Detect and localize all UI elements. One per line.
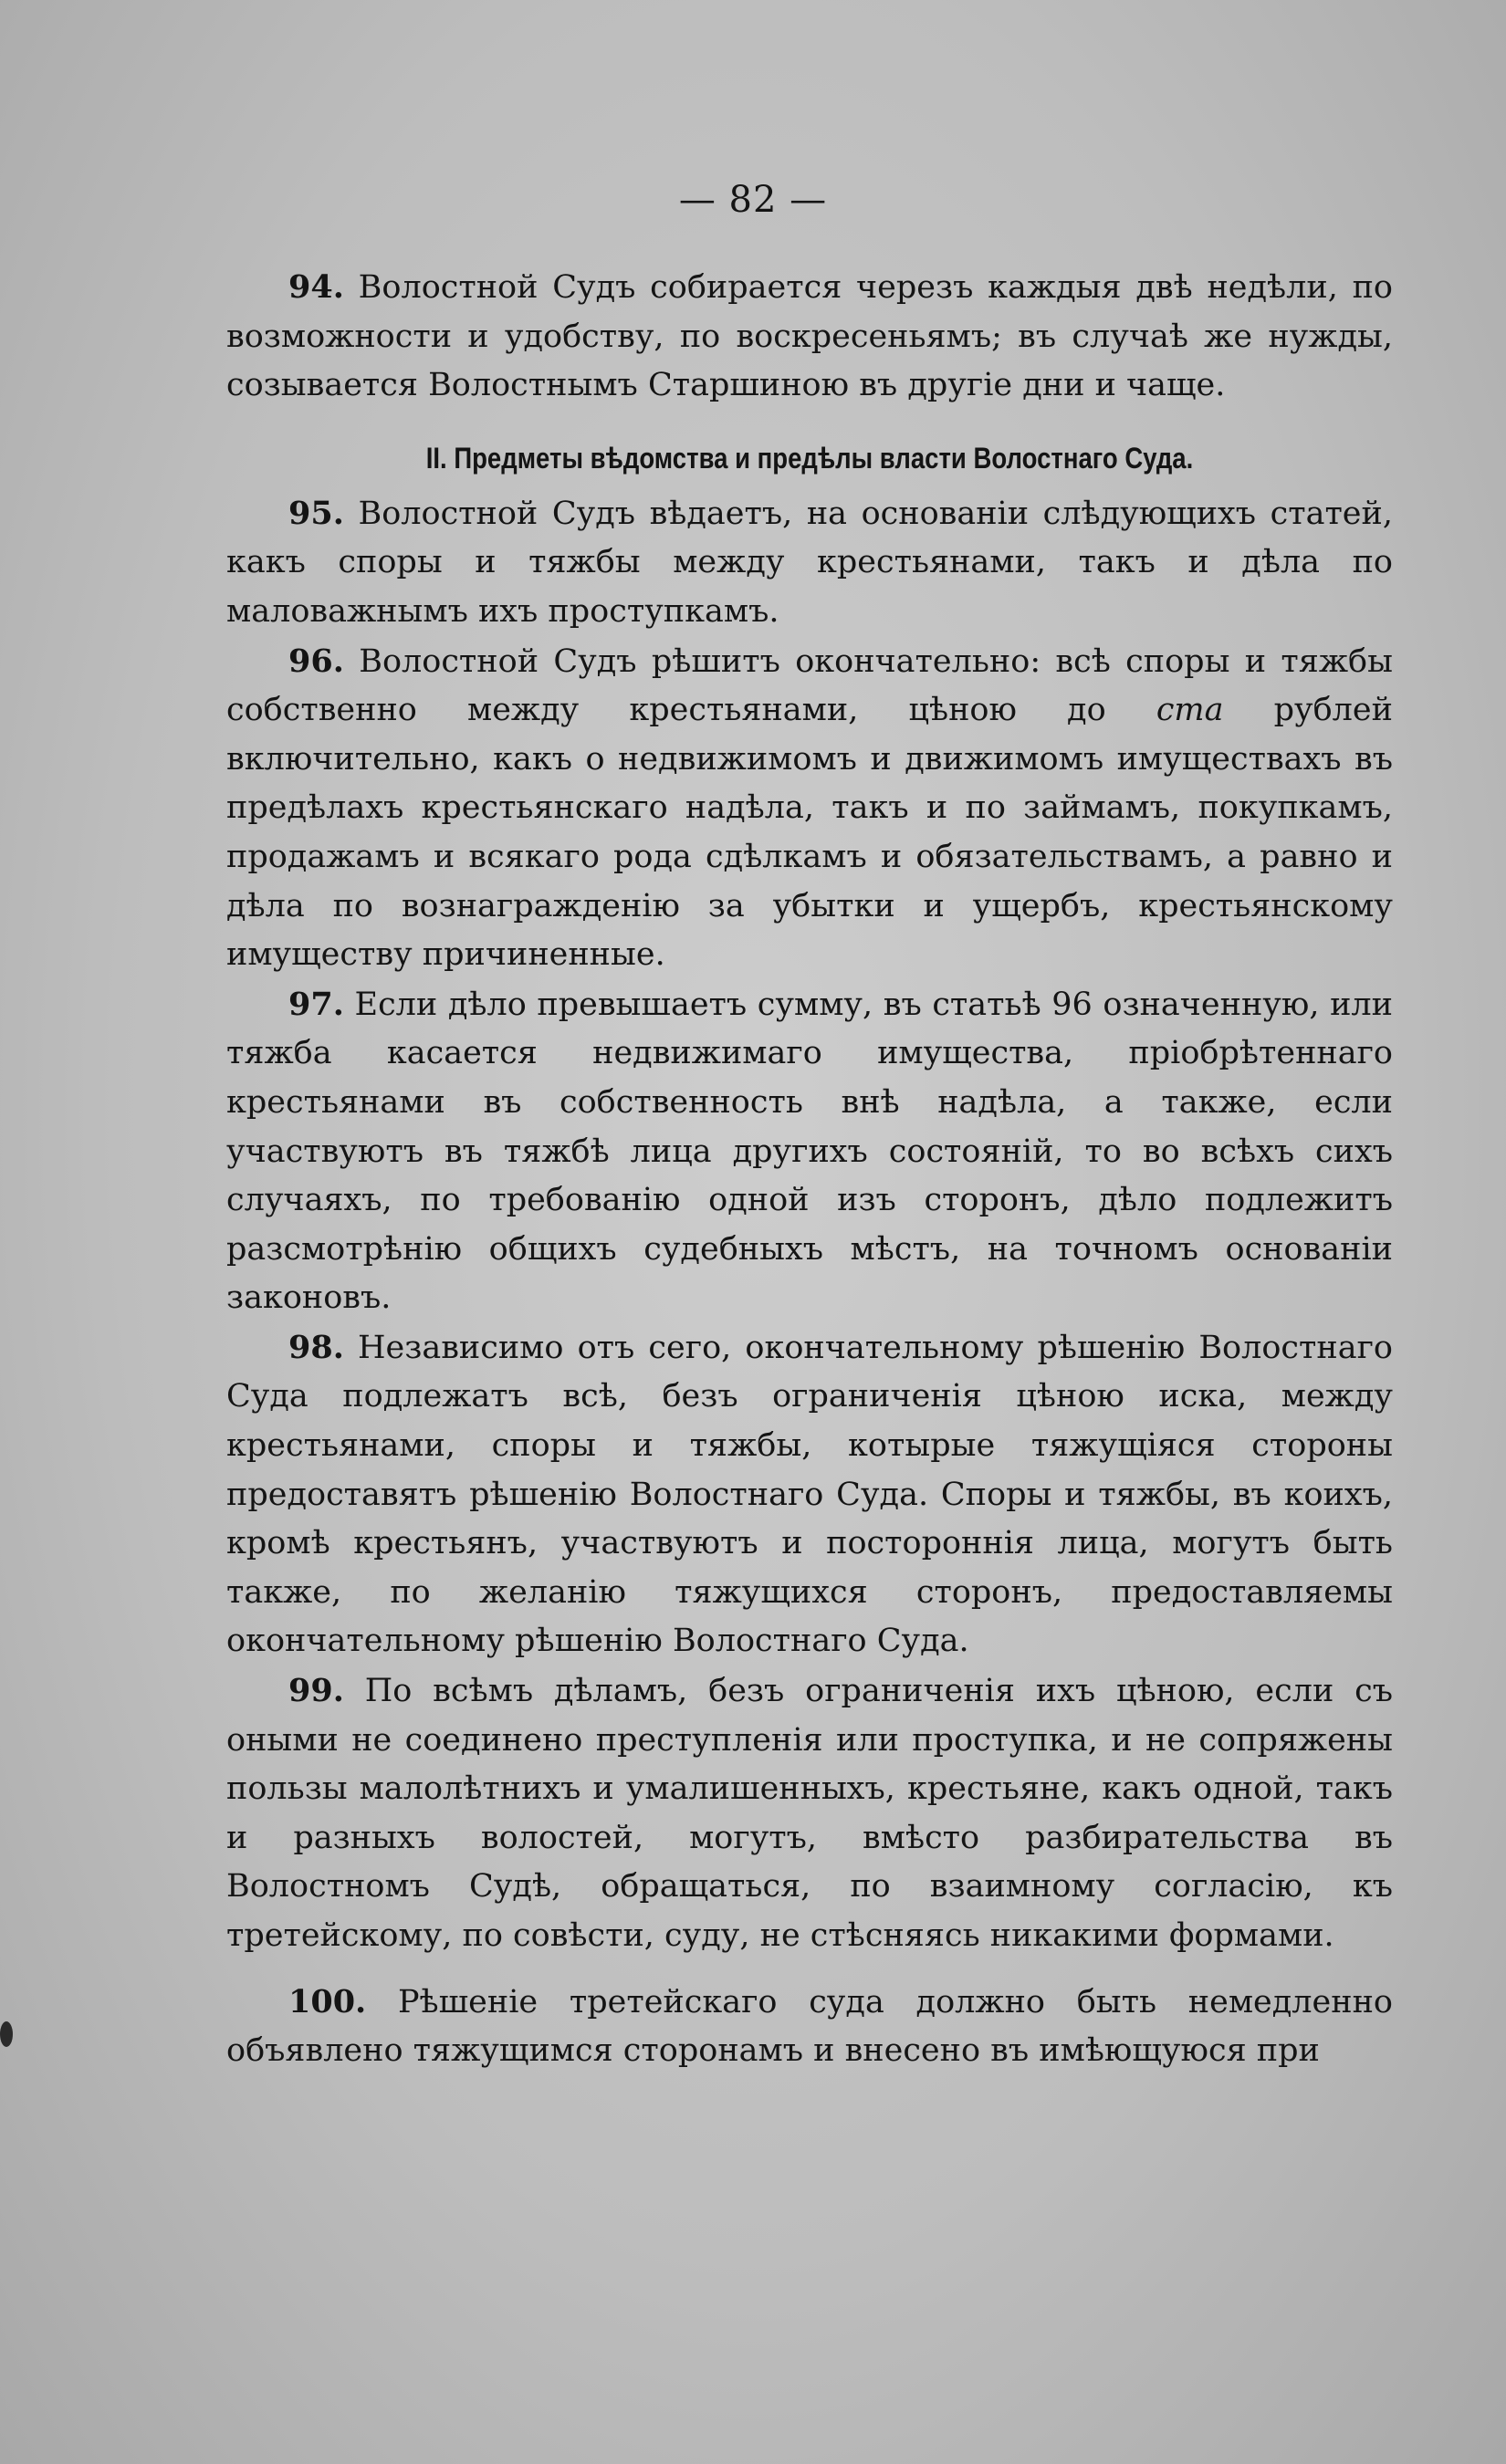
article-number: 98.: [288, 1328, 344, 1366]
page-body: [226, 263, 1393, 2076]
article-text: Волостной Судъ собирается черезъ каждыя двѣ недѣли, по возможности и удобству, по воскресеньямъ; въ случаѣ же нужды, созывается Волостнымъ Старшиною въ другіе дни и чаще.: [226, 269, 1393, 404]
article-number: 97.: [288, 985, 344, 1023]
article-97: [226, 980, 1393, 1323]
page-number: — 82 —: [678, 179, 828, 221]
article-text: Рѣшеніе третейскаго суда должно быть немедленно объявлено тяжущимся сторонамъ и внесено въ имѣющуюся при: [226, 1983, 1393, 2070]
article-96: [226, 637, 1393, 980]
article-number: 94.: [288, 268, 344, 306]
article-text: Волостной Судъ рѣшитъ окончательно: всѣ споры и тяжбы собственно между крестьянами, цѣною до: [226, 642, 1393, 729]
article-94: [226, 263, 1393, 411]
article-text: По всѣмъ дѣламъ, безъ ограниченія ихъ цѣною, если съ оными не соединено преступленія или проступка, и не сопряжены пользы малолѣтнихъ и умалишенныхъ, крестьяне, какъ одной, такъ и разныхъ волостей, могутъ, вмѣсто разбирательства въ Волостномъ Судѣ, обращаться, по взаимному согласію, къ третейскому, по совѣсти, суду, не стѣсняясь никакими формами.: [226, 1673, 1393, 1954]
article-99: [226, 1666, 1393, 1961]
article-number: 95.: [288, 494, 344, 532]
article-number: 99.: [288, 1672, 344, 1710]
article-100: [226, 1978, 1393, 2076]
article-text-continued: рублей включительно, какъ о недвижимомъ и движимомъ имуществахъ въ предѣлахъ крестьянскаго надѣла, такъ и по займамъ, покупкамъ, продажамъ и всякаго рода сдѣлкамъ и обязательствамъ, а равно и дѣла по вознагражденію за убытки и ущербъ, крестьянскому имуществу причиненные.: [226, 692, 1393, 974]
scan-edge-mark: [0, 2021, 13, 2047]
emphasized-word: ста: [1156, 692, 1224, 729]
article-text: Если дѣло превышаетъ сумму, въ статьѣ 96 означенную, или тяжба касается недвижимаго имущества, пріобрѣтеннаго крестьянами въ собственность внѣ надѣла, а также, если участвуютъ въ тяжбѣ лица другихъ состояній, то во всѣхъ сихъ случаяхъ, по требованію одной изъ сторонъ, дѣло подлежитъ разсмотрѣнію общихъ судебныхъ мѣстъ, на точномъ основаніи законовъ.: [226, 986, 1393, 1317]
article-text: Независимо отъ сего, окончательному рѣшенію Волостнаго Суда подлежатъ всѣ, безъ ограниченія цѣною иска, между крестьянами, споры и тяжбы, котырые тяжущіяся стороны предоставятъ рѣшенію Волостнаго Суда. Споры и тяжбы, въ коихъ, кромѣ крестьянъ, участвуютъ и постороннія лица, могутъ быть также, по желанію тяжущихся сторонъ, предоставляемы окончательному рѣшенію Волостнаго Суда.: [226, 1329, 1393, 1660]
article-number: 96.: [288, 642, 344, 680]
section-heading: II. Предметы вѣдомства и предѣлы власти Волостнаго Суда.: [425, 441, 1194, 475]
article-number: 100.: [288, 1982, 367, 2020]
article-text: Волостной Судъ вѣдаетъ, на основаніи слѣдующихъ статей, какъ споры и тяжбы между крестьянами, такъ и дѣла по маловажнымъ ихъ проступкамъ.: [226, 495, 1393, 630]
article-98: [226, 1323, 1393, 1666]
article-95: [226, 489, 1393, 637]
